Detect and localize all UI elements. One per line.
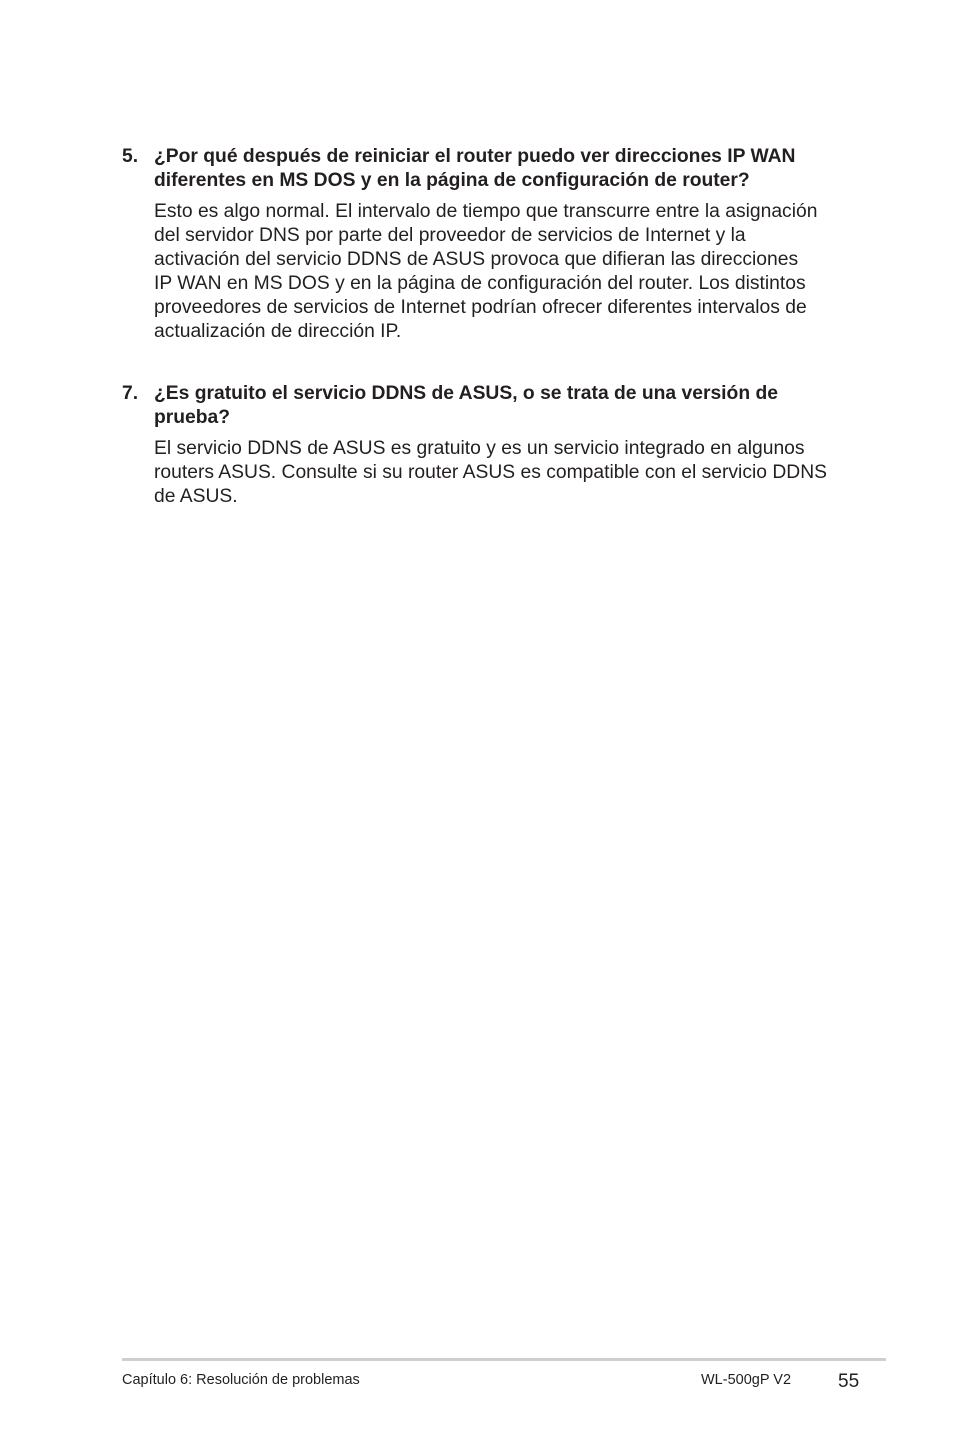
answer-line: proveedores de servicios de Internet podrían ofrecer diferentes intervalos de xyxy=(154,297,807,318)
question-line: prueba? xyxy=(154,407,231,428)
answer-line: de ASUS. xyxy=(154,486,238,507)
footer-divider xyxy=(122,1358,886,1361)
answer-line: El servicio DDNS de ASUS es gratuito y es un servicio integrado en algunos xyxy=(154,438,805,459)
page-number: 55 xyxy=(838,1371,860,1392)
question-line: diferentes en MS DOS y en la página de configuración de router? xyxy=(154,170,750,191)
answer-line: activación del servicio DDNS de ASUS provoca que difieran las direcciones xyxy=(154,249,799,270)
question-text xyxy=(154,145,842,193)
question-line: ¿Por qué después de reiniciar el router puedo ver direcciones IP WAN xyxy=(154,146,796,167)
footer-model: WL-500gP V2 xyxy=(701,1372,792,1388)
question-number: 7. xyxy=(122,383,139,404)
faq-answer-7 xyxy=(154,437,842,509)
answer-line: actualización de dirección IP. xyxy=(154,321,402,342)
answer-line: IP WAN en MS DOS y en la página de configuración del router. Los distintos xyxy=(154,273,806,294)
answer-line: Esto es algo normal. El intervalo de tiempo que transcurre entre la asignación xyxy=(154,201,818,222)
answer-line: routers ASUS. Consulte si su router ASUS es compatible con el servicio DDNS xyxy=(154,462,827,483)
faq-question-5 xyxy=(122,145,842,193)
question-line: ¿Es gratuito el servicio DDNS de ASUS, o se trata de una versión de xyxy=(154,383,778,404)
question-number: 5. xyxy=(122,146,139,167)
footer-chapter: Capítulo 6: Resolución de problemas xyxy=(122,1372,360,1388)
answer-line: del servidor DNS por parte del proveedor de servicios de Internet y la xyxy=(154,225,746,246)
faq-question-7 xyxy=(122,382,842,430)
faq-answer-5 xyxy=(154,200,842,344)
faq-item-7 xyxy=(122,382,842,509)
question-text xyxy=(154,382,842,430)
faq-item-5 xyxy=(122,145,842,344)
